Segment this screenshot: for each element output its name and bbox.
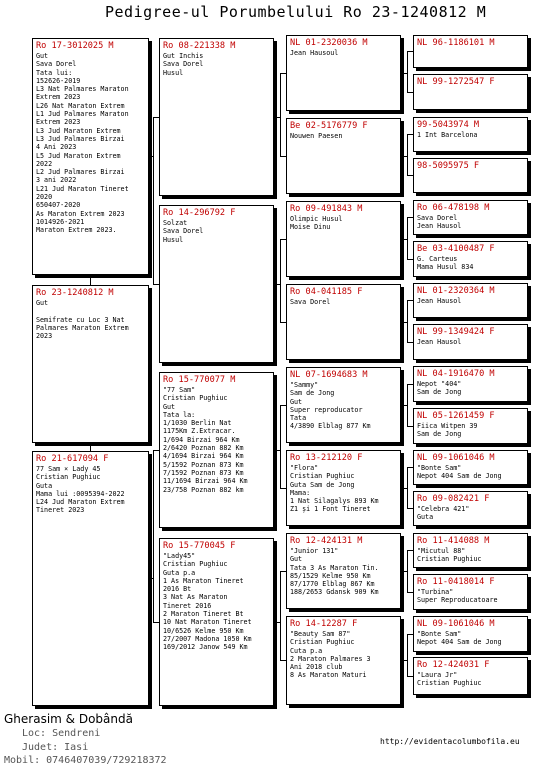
pigeon-notes: "Beauty Sam 87" Cristian Pughiuc Cuta p.a 2 Maraton Palmares 3 Ani 2018 club 8 As Maraton Maturi [290, 630, 371, 680]
connector-line [407, 550, 408, 592]
pedigree-box-ddd[interactable] [286, 616, 401, 705]
connector-line [407, 217, 408, 259]
ring-number: NL 99-1349424 F [417, 327, 495, 337]
ring-number: NL 05-1261459 F [417, 411, 495, 421]
ring-number: Ro 13-212120 F [290, 453, 363, 463]
ring-number: 98-5095975 F [417, 161, 480, 171]
ring-number: Ro 23-1240812 M [36, 288, 114, 298]
connector-line [280, 571, 281, 660]
pedigree-box-ssd[interactable] [286, 118, 401, 194]
breeder-name: Gherasim & Dobândă [4, 712, 133, 726]
connector-line [90, 443, 91, 451]
breeder-county: Judet: Iasi [22, 742, 89, 753]
pedigree-box-g5[interactable] [413, 200, 528, 235]
pigeon-notes: Jean Hausoul [290, 49, 339, 57]
ring-number: NL 09-1061046 M [417, 619, 495, 629]
pedigree-box-dss[interactable] [286, 367, 401, 443]
pedigree-box-g15[interactable] [413, 616, 528, 652]
pigeon-notes: Gut Inchis Sava Dorel Husul [163, 52, 204, 77]
pedigree-box-g14[interactable] [413, 574, 528, 610]
ring-number: Ro 09-491843 M [290, 204, 363, 214]
ring-number: Ro 04-041185 F [290, 287, 363, 297]
page-title: Pedigree-ul Porumbelului Ro 23-1240812 M [105, 3, 487, 21]
pedigree-box-dam-dam[interactable] [159, 538, 274, 706]
ring-number: Ro 12-424131 M [290, 536, 363, 546]
breeder-location: Loc: Sendreni [22, 728, 101, 739]
pedigree-box-g1[interactable] [413, 35, 528, 68]
ring-number: Ro 12-424031 F [417, 660, 490, 670]
pedigree-box-sire-sire[interactable] [159, 38, 274, 196]
ring-number: Ro 14-12287 F [290, 619, 358, 629]
pigeon-notes: "Flora" Cristian Pughiuc Guta Sam de Jong Mama: 1 Nat Silagalys 893 Km Z1 și 1 Font Tineret [290, 464, 379, 514]
pigeon-notes: "Junior 131" Gut Tata 3 As Maraton Tin. 85/1529 Kelme 950 Km 87/1770 Elblag 867 Km 188/2653 Gdansk 909 Km [290, 547, 379, 597]
connector-line [280, 405, 281, 488]
pigeon-notes: "Celebra 421" Guta [417, 505, 470, 522]
pedigree-box-g4[interactable] [413, 158, 528, 193]
connector-line [280, 73, 281, 156]
connector-line [407, 634, 408, 676]
pigeon-notes: Gut Semifrate cu Loc 3 Nat Palmares Maraton Extrem 2023 [36, 299, 129, 341]
pedigree-box-subject[interactable] [32, 285, 149, 443]
pedigree-box-sdd[interactable] [286, 284, 401, 360]
pedigree-box-g2[interactable] [413, 74, 528, 110]
pedigree-box-sss[interactable] [286, 35, 401, 111]
ring-number: NL 01-2320364 M [417, 286, 495, 296]
ring-number: NL 01-2320036 M [290, 38, 368, 48]
ring-number: Ro 11-0418014 F [417, 577, 495, 587]
ring-number: Ro 17-3012025 M [36, 41, 114, 51]
ring-number: NL 99-1272547 F [417, 77, 495, 87]
ring-number: NL 04-1916470 M [417, 369, 495, 379]
pedigree-box-g6[interactable] [413, 241, 528, 277]
pedigree-box-g10[interactable] [413, 408, 528, 444]
ring-number: Ro 15-770045 F [163, 541, 236, 551]
connector-line [407, 51, 408, 92]
pigeon-notes: Sava Dorel [290, 298, 331, 306]
pigeon-notes: Sava Dorel Jean Hausol [417, 214, 462, 231]
connector-line [407, 384, 408, 426]
pedigree-box-dam[interactable] [32, 451, 149, 706]
pedigree-box-g7[interactable] [413, 283, 528, 318]
pigeon-notes: G. Carteus Mama Husul 834 [417, 255, 474, 272]
ring-number: NL 96-1186101 M [417, 38, 495, 48]
connector-line [153, 117, 154, 284]
pedigree-box-g16[interactable] [413, 657, 528, 695]
pedigree-box-g12[interactable] [413, 491, 528, 526]
pedigree-box-dsd[interactable] [286, 450, 401, 526]
connector-line [407, 467, 408, 508]
ring-number: Ro 08-221338 M [163, 41, 236, 51]
pedigree-box-dam-sire[interactable] [159, 372, 274, 528]
ring-number: 99-5043974 M [417, 120, 480, 130]
pigeon-notes: Jean Hausol [417, 297, 462, 305]
pigeon-notes: Solzat Sava Dorel Husul [163, 219, 204, 244]
pigeon-notes: "Turbina" Super Reproducatoare [417, 588, 498, 605]
ring-number: Be 02-5176779 F [290, 121, 368, 131]
pigeon-notes: Fiica Witpen 39 Sam de Jong [417, 422, 478, 439]
pigeon-notes: "77 Sam" Cristian Pughiuc Gut Tata la: 1/1030 Berlin Nat 1175Km Z.Extracar. 1/694 Birzai 964 Km 2/6420 Poznan 882 Km 4/1694 Birzai 964 Km 5/1592 Poznan 873 Km 7/1592 Poznan 873 Km 11/1694 Birzai 964 Km 23/758 Poznan 882 km [163, 386, 248, 494]
pigeon-notes: Olimpic Husul Moise Dinu [290, 215, 343, 232]
pigeon-notes: Gut Sava Dorel Tata lui: 152626-2019 L3 Nat Palmares Maraton Extrem 2023 L26 Nat Maraton Extrem L1 Jud Palmares Maraton Extrem 2023 L3 Jud Maraton Extrem L3 Jud Palmares Birzai 4 Ani 2023 L5 Jud Maraton Extrem 2022 L2 Jud Palmares Birzai 3 ani 2022 L21 Jud Maraton Tineret 2020 650407-2020 As Maraton Extrem 2023 1014926-2021 Maraton Extrem 2023. [36, 52, 129, 235]
connector-line [280, 239, 281, 322]
pigeon-notes: 1 Int Barcelona [417, 131, 478, 139]
ring-number: Ro 09-082421 F [417, 494, 490, 504]
connector-line [153, 450, 154, 622]
pedigree-box-g9[interactable] [413, 366, 528, 402]
ring-number: Ro 06-478198 M [417, 203, 490, 213]
ring-number: Ro 14-296792 F [163, 208, 236, 218]
pedigree-box-sds[interactable] [286, 201, 401, 277]
pedigree-box-g13[interactable] [413, 533, 528, 568]
pigeon-notes: Nouwen Paesen [290, 132, 343, 140]
pedigree-box-g11[interactable] [413, 450, 528, 485]
connector-line [407, 300, 408, 342]
ring-number: Ro 11-414088 M [417, 536, 490, 546]
pigeon-notes: "Bonte Sam" Nepot 404 Sam de Jong [417, 464, 502, 481]
connector-line [90, 275, 91, 285]
pedigree-box-g8[interactable] [413, 324, 528, 360]
ring-number: NL 09-1061046 M [417, 453, 495, 463]
pigeon-notes: "Bonte Sam" Nepot 404 Sam de Jong [417, 630, 502, 647]
pigeon-notes: "Lady45" Cristian Pughiuc Guta p.a 1 As Maraton Tineret 2016 Bt 3 Nat As Maraton Tineret 2016 2 Maraton Tineret Bt 10 Nat Maraton Tineret 10/6526 Kelme 950 Km 27/2007 Madona 1050 Km 169/2012 Janow 549 Km [163, 552, 252, 652]
breeder-phone: Mobil: 0746407039/729218372 [4, 755, 167, 766]
connector-line [407, 134, 408, 175]
ring-number: Ro 21-617094 F [36, 454, 109, 464]
pigeon-notes: 77 Sam × Lady 45 Cristian Pughiuc Guta Mama lui :0095394-2022 L24 Jud Maraton Extrem Tineret 2023 [36, 465, 125, 515]
pedigree-box-g3[interactable] [413, 117, 528, 152]
pigeon-notes: "Laura Jr" Cristian Pughiuc [417, 671, 482, 688]
pedigree-box-sire[interactable] [32, 38, 149, 275]
pedigree-box-dds[interactable] [286, 533, 401, 609]
pigeon-notes: Nepot "404" Sam de Jong [417, 380, 462, 397]
pigeon-notes: "Sammy" Sam de Jong Gut Super reproducator Tata 4/3890 Elblag 877 Km [290, 381, 371, 431]
pigeon-notes: Jean Hausol [417, 338, 462, 346]
ring-number: NL 07-1694683 M [290, 370, 368, 380]
pigeon-notes: "Micutul 88" Cristian Pughiuc [417, 547, 482, 564]
pedigree-box-sire-dam[interactable] [159, 205, 274, 363]
website-link[interactable]: http://evidentacolumbofila.eu [380, 737, 520, 746]
ring-number: Ro 15-770077 M [163, 375, 236, 385]
ring-number: Be 03-4100487 F [417, 244, 495, 254]
